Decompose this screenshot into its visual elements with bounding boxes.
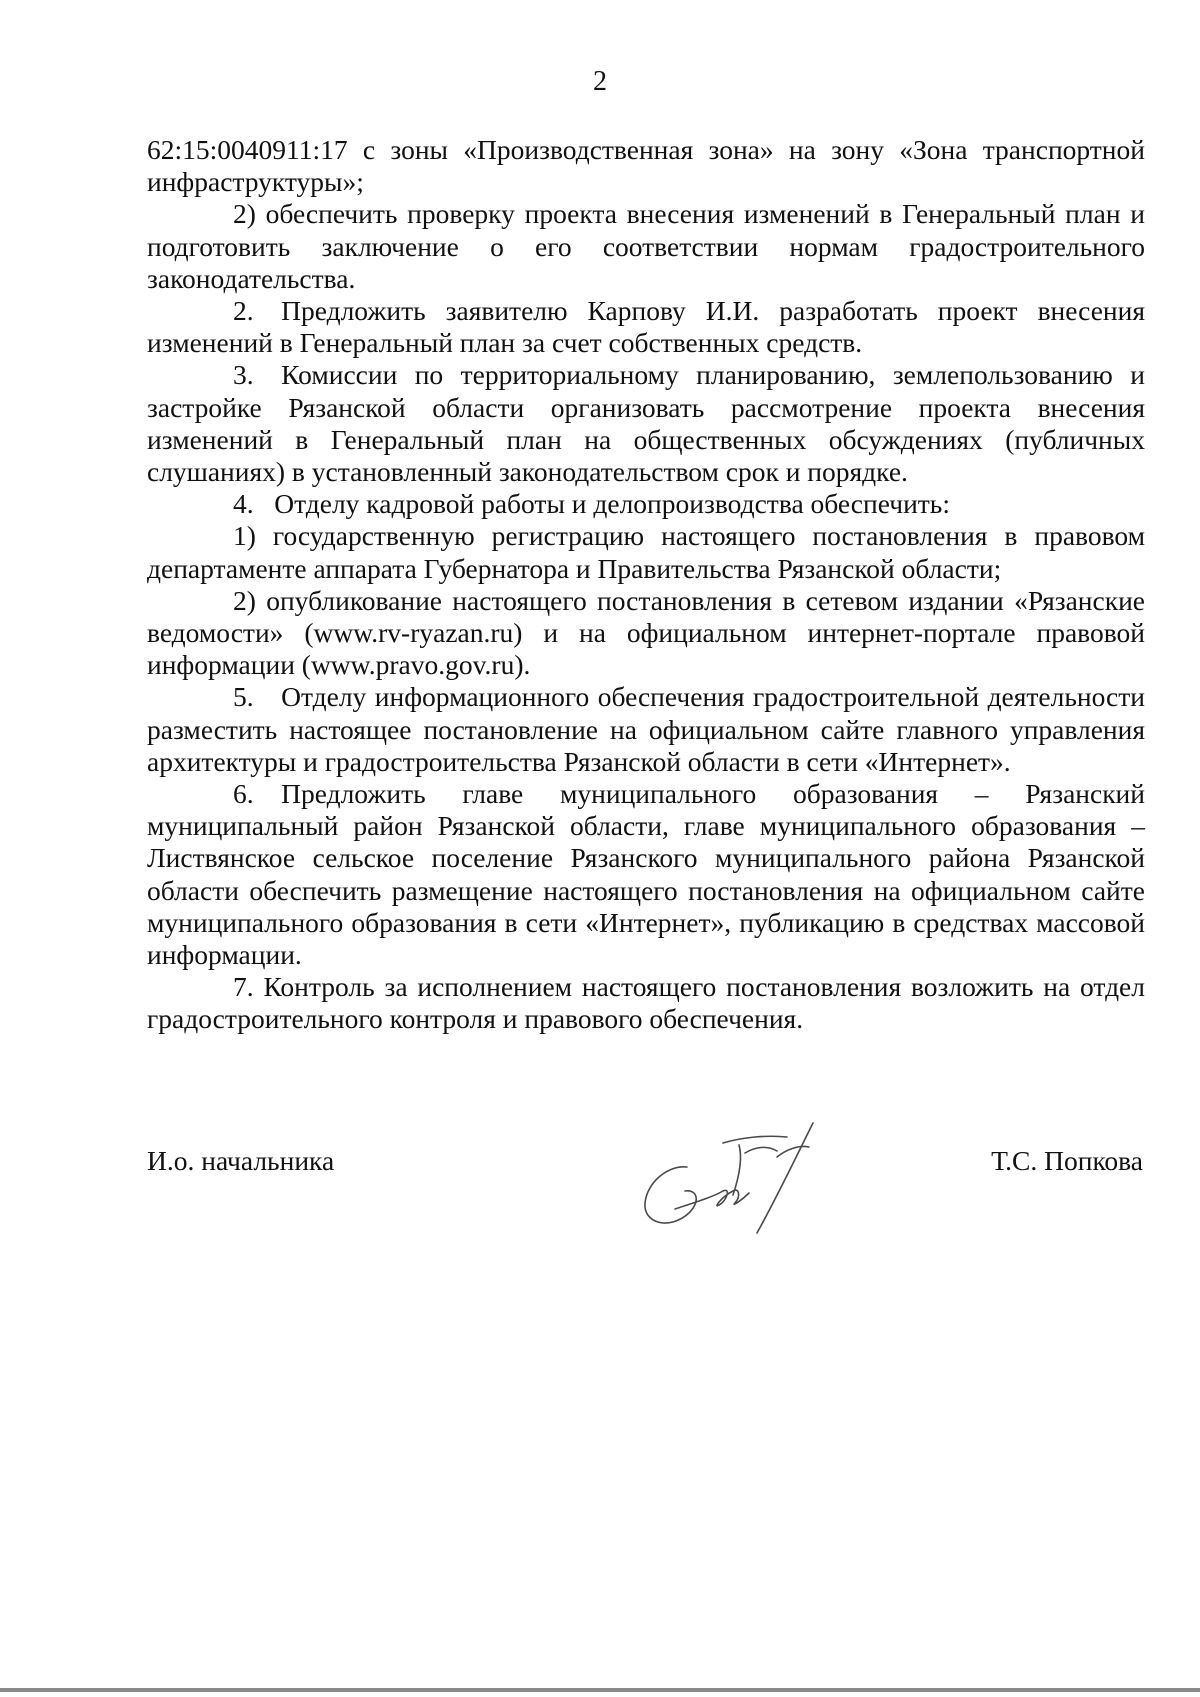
signature-block	[147, 1105, 1145, 1225]
paragraph-item-2: 2. Предложить заявителю Карпову И.И. разработать проект внесения изменений в Генеральный план за счет собственных средств.	[147, 295, 1145, 359]
paragraph-item-7: 7. Контроль за исполнением настоящего постановления возложить на отдел градостроительного контроля и правового обеспечения.	[147, 971, 1145, 1035]
paragraph-item-4: 4. Отделу кадровой работы и делопроизводства обеспечить:	[233, 488, 950, 520]
paragraph-item-5: 5. Отделу информационного обеспечения градостроительной деятельности разместить настоящее постановление на официальном сайте главного управления архитектуры и градостроительства Рязанской области в сети «Интернет».	[147, 681, 1145, 777]
paragraph-zone-change: 62:15:0040911:17 с зоны «Производственная зона» на зону «Зона транспортной инфраструктуры»;	[147, 134, 1145, 198]
paragraph-item-3: 3. Комиссии по территориальному планированию, землепользованию и застройке Рязанской области организовать рассмотрение проекта внесения изменений в Генеральный план на общественных обсуждениях (публичных слушаниях) в установленный законодательством срок и порядке.	[147, 359, 1145, 488]
signatory-name: Т.С. Попкова	[991, 1145, 1143, 1176]
signatory-title: И.о. начальника	[147, 1145, 335, 1176]
document-body	[147, 134, 1145, 1036]
scan-bottom-edge	[0, 1688, 1200, 1692]
paragraph-item-4-1: 1) государственную регистрацию настоящего постановления в правовом департаменте аппарата Губернатора и Правительства Рязанской области;	[147, 520, 1145, 584]
handwritten-signature	[627, 1105, 827, 1235]
paragraph-item-4-2: 2) опубликование настоящего постановления в сетевом издании «Рязанские ведомости» (www.rv-ryazan.ru) и на официальном интернет-портале правовой информации (www.pravo.gov.ru).	[147, 584, 1145, 681]
page-number: 2	[593, 66, 607, 97]
paragraph-project-check: 2) обеспечить проверку проекта внесения изменений в Генеральный план и подготовить заключение о его соответствии нормам градостроительного законодательства.	[147, 198, 1145, 294]
paragraph-item-6: 6. Предложить главе муниципального образования – Рязанский муниципальный район Рязанской области, главе муниципального образования – Листвянское сельское поселение Рязанского муниципального района Рязанской области обеспечить размещение настоящего постановления на официальном сайте муниципального образования в сети «Интернет», публикацию в средствах массовой информации.	[147, 778, 1145, 971]
